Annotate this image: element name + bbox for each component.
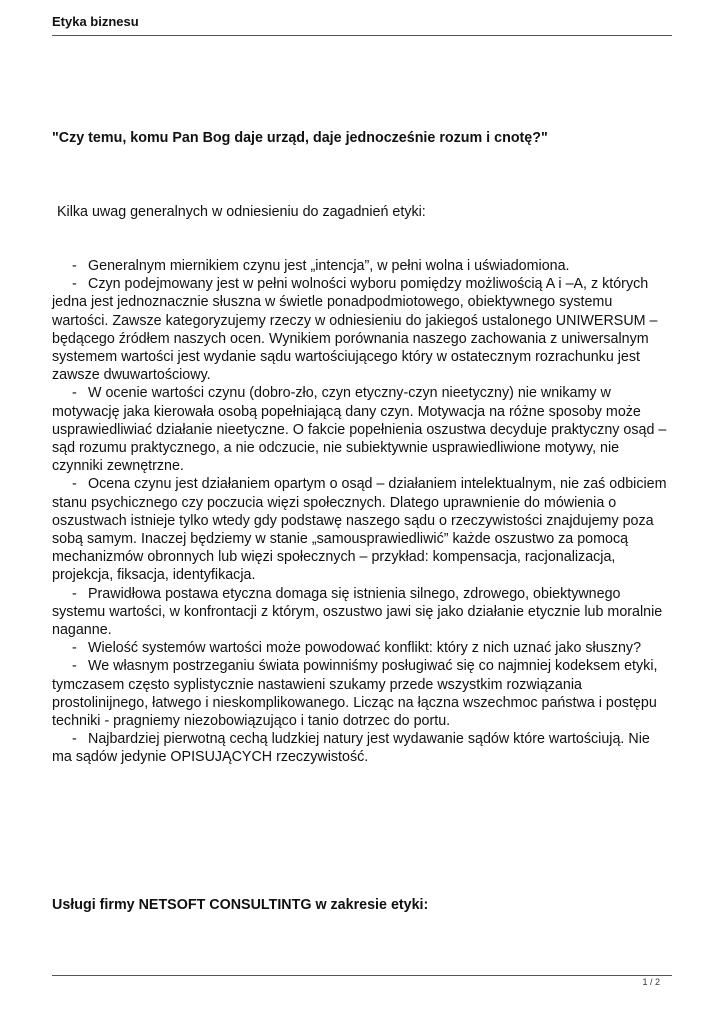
point-text: Prawidłowa postawa etyczna domaga się istnienia silnego, zdrowego, obiektywnego systemu wartości, w konfrontacji z którym, oszustwo jawi się jako działanie etycznie lub moralnie naganne. bbox=[52, 585, 663, 639]
point-item bbox=[52, 585, 672, 640]
document-header-title: Etyka biznesu bbox=[52, 14, 139, 29]
point-item bbox=[52, 384, 672, 475]
point-dash: - bbox=[72, 476, 77, 493]
point-text: Wielość systemów wartości może powodować konflikt: który z nich uznać jako słuszny? bbox=[88, 640, 642, 657]
point-dash: - bbox=[72, 640, 77, 657]
point-text: W ocenie wartości czynu (dobro-zło, czyn etyczny-czyn nieetyczny) nie wnikamy w motywację jaka kierowała osobą popełniającą dany czyn. Motywacja na różne sposoby może usprawiedliwiać działanie nieetyczne. O fakcie popełnienia oszustwa decyduje praktyczny osąd – sąd rozumu praktycznego, a nie odczucie, nie subiektywnie usprawiedliwione motywy, nie czynniki zewnętrzne. bbox=[52, 385, 667, 475]
point-dash: - bbox=[72, 731, 77, 748]
intro-paragraph: Kilka uwag generalnych w odniesieniu do zagadnień etyki: bbox=[57, 204, 426, 220]
opening-quote: "Czy temu, komu Pan Bog daje urząd, daje jednocześnie rozum i cnotę?" bbox=[52, 130, 548, 146]
point-dash: - bbox=[72, 385, 77, 402]
point-item bbox=[52, 257, 672, 275]
footer-divider bbox=[52, 975, 672, 976]
point-item bbox=[52, 275, 672, 384]
point-item bbox=[52, 730, 672, 766]
point-text: Ocena czynu jest działaniem opartym o osąd – działaniem intelektualnym, nie zaś odbiciem stanu psychicznego czy poczucia więzi społecznych. Dlatego uprawnienie do mówienia o oszustwach istnieje tylko wtedy gdy podstawę naszego sądu o rzeczywistości znajdujemy poza sobą samym. Inaczej będziemy w stanie „samousprawiedliwić” każde oszustwo za pomocą mechanizmów obronnych lub więzi społecznych – przykład: kompensacja, racjonalizacja, projekcja, fiksacja, identyfikacja. bbox=[52, 476, 667, 584]
point-text: Czyn podejmowany jest w pełni wolności wyboru pomiędzy możliwością A i –A, z których jedna jest jednoznacznie słuszna w świetle ponadpodmiotowego, obiektywnego systemu wartości. Zawsze kategoryzujemy rzeczy w odniesieniu do jakiegoś ustalonego UNIWERSUM – będącego źródłem naszych ocen. Wynikiem porównania naszego zachowania z uniwersalnym systemem wartości jest wydanie sądu wartościującego który w ostatecznym rozrachunku jest zawsze dwuwartościowy. bbox=[52, 276, 658, 384]
point-dash: - bbox=[72, 276, 77, 293]
point-text: Najbardziej pierwotną cechą ludzkiej natury jest wydawanie sądów które wartościują. Nie ma sądów jedynie OPISUJĄCYCH rzeczywistość. bbox=[52, 731, 650, 766]
services-heading: Usługi firmy NETSOFT CONSULTINTG w zakresie etyki: bbox=[52, 897, 429, 913]
point-item bbox=[52, 639, 672, 657]
page-number: 1 / 2 bbox=[642, 977, 660, 987]
point-text: Generalnym miernikiem czynu jest „intencja”, w pełni wolna i uświadomiona. bbox=[88, 258, 570, 274]
point-item bbox=[52, 657, 672, 730]
point-text: We własnym postrzeganiu świata powinniśmy posługiwać się co najmniej kodeksem etyki, tymczasem często syplistycznie nastawieni szukamy przede wszystkim rozwiązania prostolinijnego, łatwego i nieskomplikowanego. Licząc na łączna wszechmoc państwa i postępu techniki - pragniemy niezobowiązująco i tanio dotrzec do portu. bbox=[52, 658, 658, 730]
point-dash: - bbox=[72, 258, 77, 274]
point-item bbox=[52, 475, 672, 584]
points-list bbox=[52, 257, 672, 767]
point-dash: - bbox=[72, 585, 77, 602]
header-divider bbox=[52, 35, 672, 36]
point-dash: - bbox=[72, 658, 77, 675]
